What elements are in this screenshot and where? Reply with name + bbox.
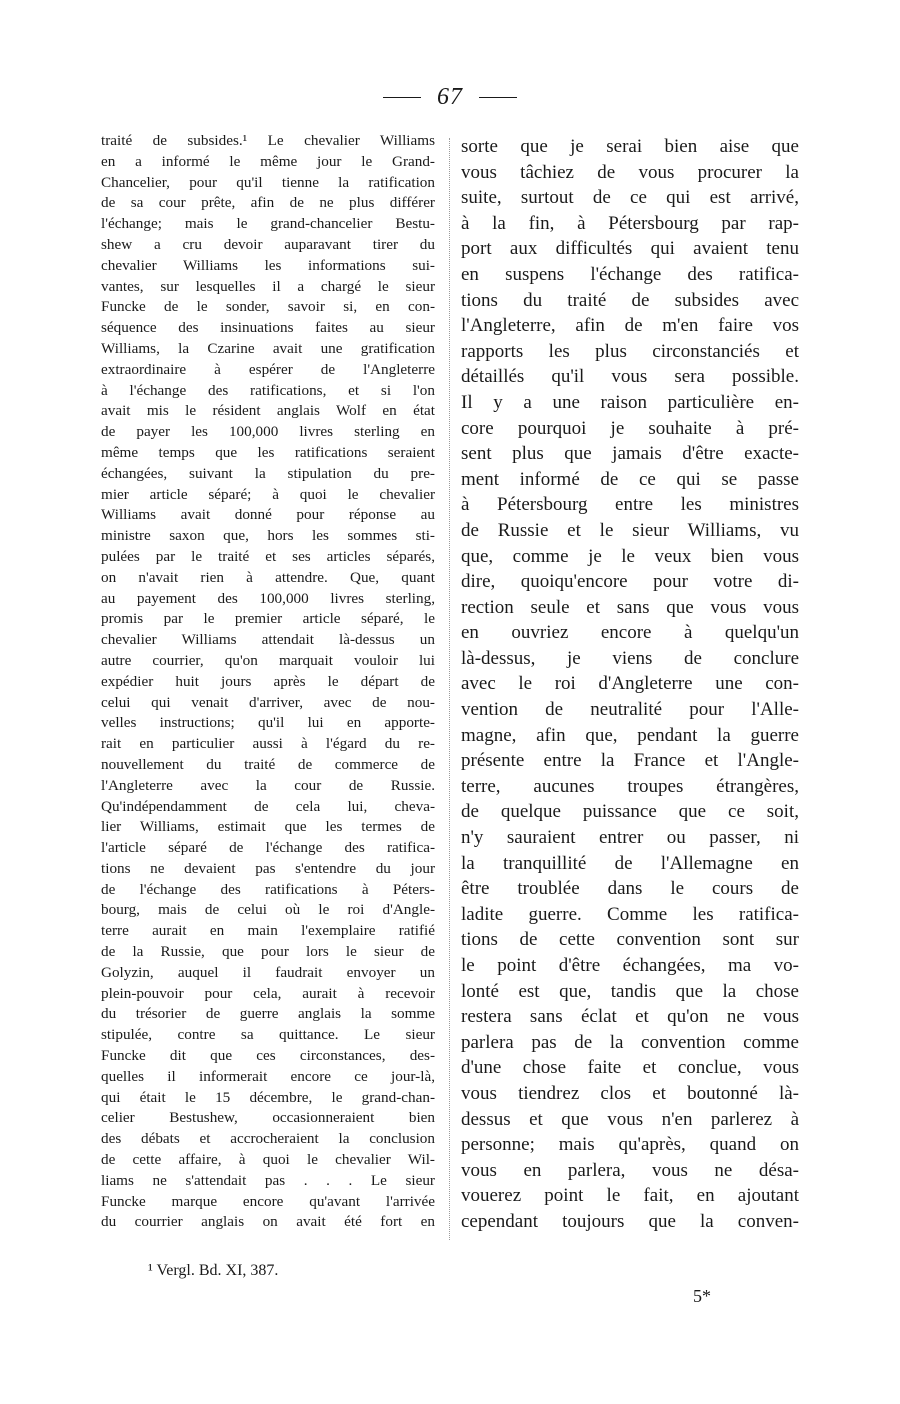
left-column-line: extraordinaire à espérer de l'Angleterre bbox=[101, 360, 435, 378]
left-column-line: ministre saxon que, hors les sommes sti- bbox=[101, 527, 435, 545]
header-dash-right bbox=[479, 97, 517, 98]
left-column-line: traité de subsides.¹ Le chevalier Williams bbox=[101, 132, 435, 149]
left-column-line: celier Bestushew, occasionneraient bien bbox=[101, 1109, 435, 1127]
right-column-line: sent plus que jamais d'être exacte- bbox=[461, 443, 799, 465]
right-column-line: vous en parlera, vous ne désa- bbox=[461, 1159, 799, 1181]
right-column-line: être troublée dans le cours de bbox=[461, 878, 799, 900]
left-column-line: de sa cour prête, afin de ne plus différer bbox=[101, 194, 435, 212]
left-column-line: Chancelier, pour qu'il tienne la ratification bbox=[101, 173, 435, 191]
left-column-line: l'échange; mais le grand-chancelier Bestu- bbox=[101, 215, 435, 233]
left-column-line: des débats et accrocheraient la conclusion bbox=[101, 1130, 435, 1148]
left-column-line: Williams avait donné pour réponse au bbox=[101, 506, 435, 524]
right-column-line: personne; mais qu'après, quand on bbox=[461, 1134, 799, 1156]
left-column-line: bourg, mais de celui où le roi d'Angle- bbox=[101, 901, 435, 919]
left-column-line: terre aurait en main l'exemplaire ratifié bbox=[101, 922, 435, 940]
left-column-line: l'article séparé de l'échange des ratifica- bbox=[101, 839, 435, 857]
left-column-line: l'Angleterre avec la cour de Russie. bbox=[101, 776, 435, 794]
left-column-line: même temps que les ratifications seraient bbox=[101, 443, 435, 461]
right-column-line: cependant toujours que la conven- bbox=[461, 1210, 799, 1232]
left-column-line: autre courrier, qu'on marquait vouloir lui bbox=[101, 651, 435, 669]
right-column-line: vouerez point le fait, en ajoutant bbox=[461, 1185, 799, 1207]
left-column-line: Williams, la Czarine avait une gratification bbox=[101, 339, 435, 357]
page-number: 67 bbox=[437, 84, 463, 110]
left-column-line: échangées, suivant la stipulation du pre- bbox=[101, 464, 435, 482]
left-column-line: on n'avait rien à attendre. Que, quant bbox=[101, 568, 435, 586]
right-column-line: la tranquillité de l'Allemagne en bbox=[461, 852, 799, 874]
right-column-line: suite, surtout de ce qui est arrivé, bbox=[461, 187, 799, 209]
left-column-line: rait en particulier aussi à l'égard du re- bbox=[101, 735, 435, 753]
left-column-line: mier article séparé; à quoi le chevalier bbox=[101, 485, 435, 503]
right-column-line: core pourquoi je souhaite à pré- bbox=[461, 417, 799, 439]
right-column-line: de Russie et le sieur Williams, vu bbox=[461, 519, 799, 541]
left-column-line: chevalier Williams les informations sui- bbox=[101, 256, 435, 274]
left-column-line: quelles il informerait encore ce jour-là, bbox=[101, 1067, 435, 1085]
right-column-line: dessus et que vous n'en parlerez à bbox=[461, 1108, 799, 1130]
right-column-line: rapports les plus circonstanciés et bbox=[461, 340, 799, 362]
right-column-line: là-dessus, je viens de conclure bbox=[461, 647, 799, 669]
right-column-line: avec le roi d'Angleterre une con- bbox=[461, 673, 799, 695]
right-column-line: tions du traité de subsides avec bbox=[461, 289, 799, 311]
right-column bbox=[461, 134, 799, 1235]
left-column-line: chevalier Williams attendait là-dessus un bbox=[101, 631, 435, 649]
left-column-line: qui était le 15 décembre, le grand-chan- bbox=[101, 1088, 435, 1106]
left-column-line: nouvellement du traité de commerce de bbox=[101, 755, 435, 773]
left-column-line: de cette affaire, à quoi le chevalier Wil- bbox=[101, 1151, 435, 1169]
right-column-line: magne, afin que, pendant la guerre bbox=[461, 724, 799, 746]
right-column-line: à Pétersbourg entre les ministres bbox=[461, 494, 799, 516]
left-column-line: du courrier anglais on avait été fort en bbox=[101, 1213, 435, 1231]
right-column-line: que, comme je le veux bien vous bbox=[461, 545, 799, 567]
left-column-line: de l'échange des ratifications à Péters- bbox=[101, 880, 435, 898]
left-column-line: expédier huit jours après le départ de bbox=[101, 672, 435, 690]
left-column-line: en a informé le même jour le Grand- bbox=[101, 152, 435, 170]
left-column-line: tions ne devaient pas s'entendre du jour bbox=[101, 859, 435, 877]
right-column-line: dire, quoiqu'encore pour votre di- bbox=[461, 571, 799, 593]
right-column-line: détaillés qu'il vous sera possible. bbox=[461, 366, 799, 388]
right-column-line: le point d'être échangées, ma vo- bbox=[461, 955, 799, 976]
left-column-line: au payement des 100,000 livres sterling, bbox=[101, 589, 435, 607]
left-column-line: lier Williams, estimait que les termes de bbox=[101, 818, 435, 836]
signature-mark: 5* bbox=[693, 1286, 711, 1306]
right-column-line: rection seule et sans que vous vous bbox=[461, 596, 799, 618]
column-divider bbox=[449, 138, 450, 1240]
page-header bbox=[0, 84, 900, 111]
right-column-line: restera sans éclat et qu'on ne vous bbox=[461, 1006, 799, 1028]
header-dash-left bbox=[383, 97, 421, 98]
right-column-line: vention de neutralité pour l'Alle- bbox=[461, 699, 799, 721]
right-column-line: ladite guerre. Comme les ratifica- bbox=[461, 903, 799, 925]
right-column-line: tions de cette convention sont sur bbox=[461, 929, 799, 951]
left-column-line: avait mis le résident anglais Wolf en état bbox=[101, 402, 435, 420]
left-column-line: shew a cru devoir auparavant tirer du bbox=[101, 235, 435, 253]
left-column-line: séquence des insinuations faites au sieur bbox=[101, 319, 435, 337]
right-column-line: vous tiendrez clos et boutonné là- bbox=[461, 1082, 799, 1104]
left-column-line: Qu'indépendamment de cela lui, cheva- bbox=[101, 797, 435, 815]
left-column-line: du trésorier de guerre anglais la somme bbox=[101, 1005, 435, 1023]
left-column-line: Golyzin, auquel il faudrait envoyer un bbox=[101, 963, 435, 981]
right-column-line: de quelque puissance que ce soit, bbox=[461, 801, 799, 823]
right-column-line: présente entre la France et l'Angle- bbox=[461, 750, 799, 772]
left-column-line: de payer les 100,000 livres sterling en bbox=[101, 423, 435, 441]
right-column-line: parlera pas de la convention comme bbox=[461, 1031, 799, 1053]
right-column-line: l'Angleterre, afin de m'en faire vos bbox=[461, 315, 799, 337]
left-column-line: Funcke dit que ces circonstances, des- bbox=[101, 1047, 435, 1065]
right-column-line: en suspens l'échange des ratifica- bbox=[461, 263, 799, 285]
left-column-line: vantes, sur lesquelles il a chargé le sieur bbox=[101, 277, 435, 295]
left-column-line: promis par le premier article séparé, le bbox=[101, 610, 435, 628]
right-column-line: lonté est que, tandis que la chose bbox=[461, 980, 799, 1002]
left-column-line: velles instructions; qu'il lui en apporte- bbox=[101, 714, 435, 732]
right-column-line: Il y a une raison particulière en- bbox=[461, 391, 799, 413]
right-column-line: en ouvriez encore à quelqu'un bbox=[461, 622, 799, 644]
left-column-line: Funcke marque encore qu'avant l'arrivée bbox=[101, 1192, 435, 1210]
left-column-line: à l'échange des ratifications, et si l'on bbox=[101, 381, 435, 399]
left-column-line: pulées par le traité et ses articles séparés, bbox=[101, 547, 435, 565]
left-column bbox=[101, 131, 435, 1233]
right-column-line: vous tâchiez de vous procurer la bbox=[461, 161, 799, 183]
left-column-line: de la Russie, que pour lors le sieur de bbox=[101, 943, 435, 961]
left-column-line: liams ne s'attendait pas . . . Le sieur bbox=[101, 1171, 435, 1189]
right-column-line: à la fin, à Pétersbourg par rap- bbox=[461, 212, 799, 234]
left-column-line: celui qui venait d'arriver, avec de nou- bbox=[101, 693, 435, 711]
left-column-line: stipulée, contre sa quittance. Le sieur bbox=[101, 1026, 435, 1044]
right-column-line: port aux difficultés qui avaient tenu bbox=[461, 238, 799, 260]
right-column-line: ment informé de ce qui se passe bbox=[461, 468, 799, 490]
right-column-line: d'une chose faite et conclue, vous bbox=[461, 1057, 799, 1079]
right-column-line: terre, aucunes troupes étrangères, bbox=[461, 775, 799, 797]
left-column-line: Funcke de le sonder, savoir si, en con- bbox=[101, 298, 435, 316]
footnote: ¹ Vergl. Bd. XI, 387. bbox=[148, 1262, 279, 1279]
right-column-line: sorte que je serai bien aise que bbox=[461, 136, 799, 157]
left-column-line: plein-pouvoir pour cela, aurait à recevoir bbox=[101, 984, 435, 1002]
right-column-line: n'y sauraient entrer ou passer, ni bbox=[461, 827, 799, 849]
